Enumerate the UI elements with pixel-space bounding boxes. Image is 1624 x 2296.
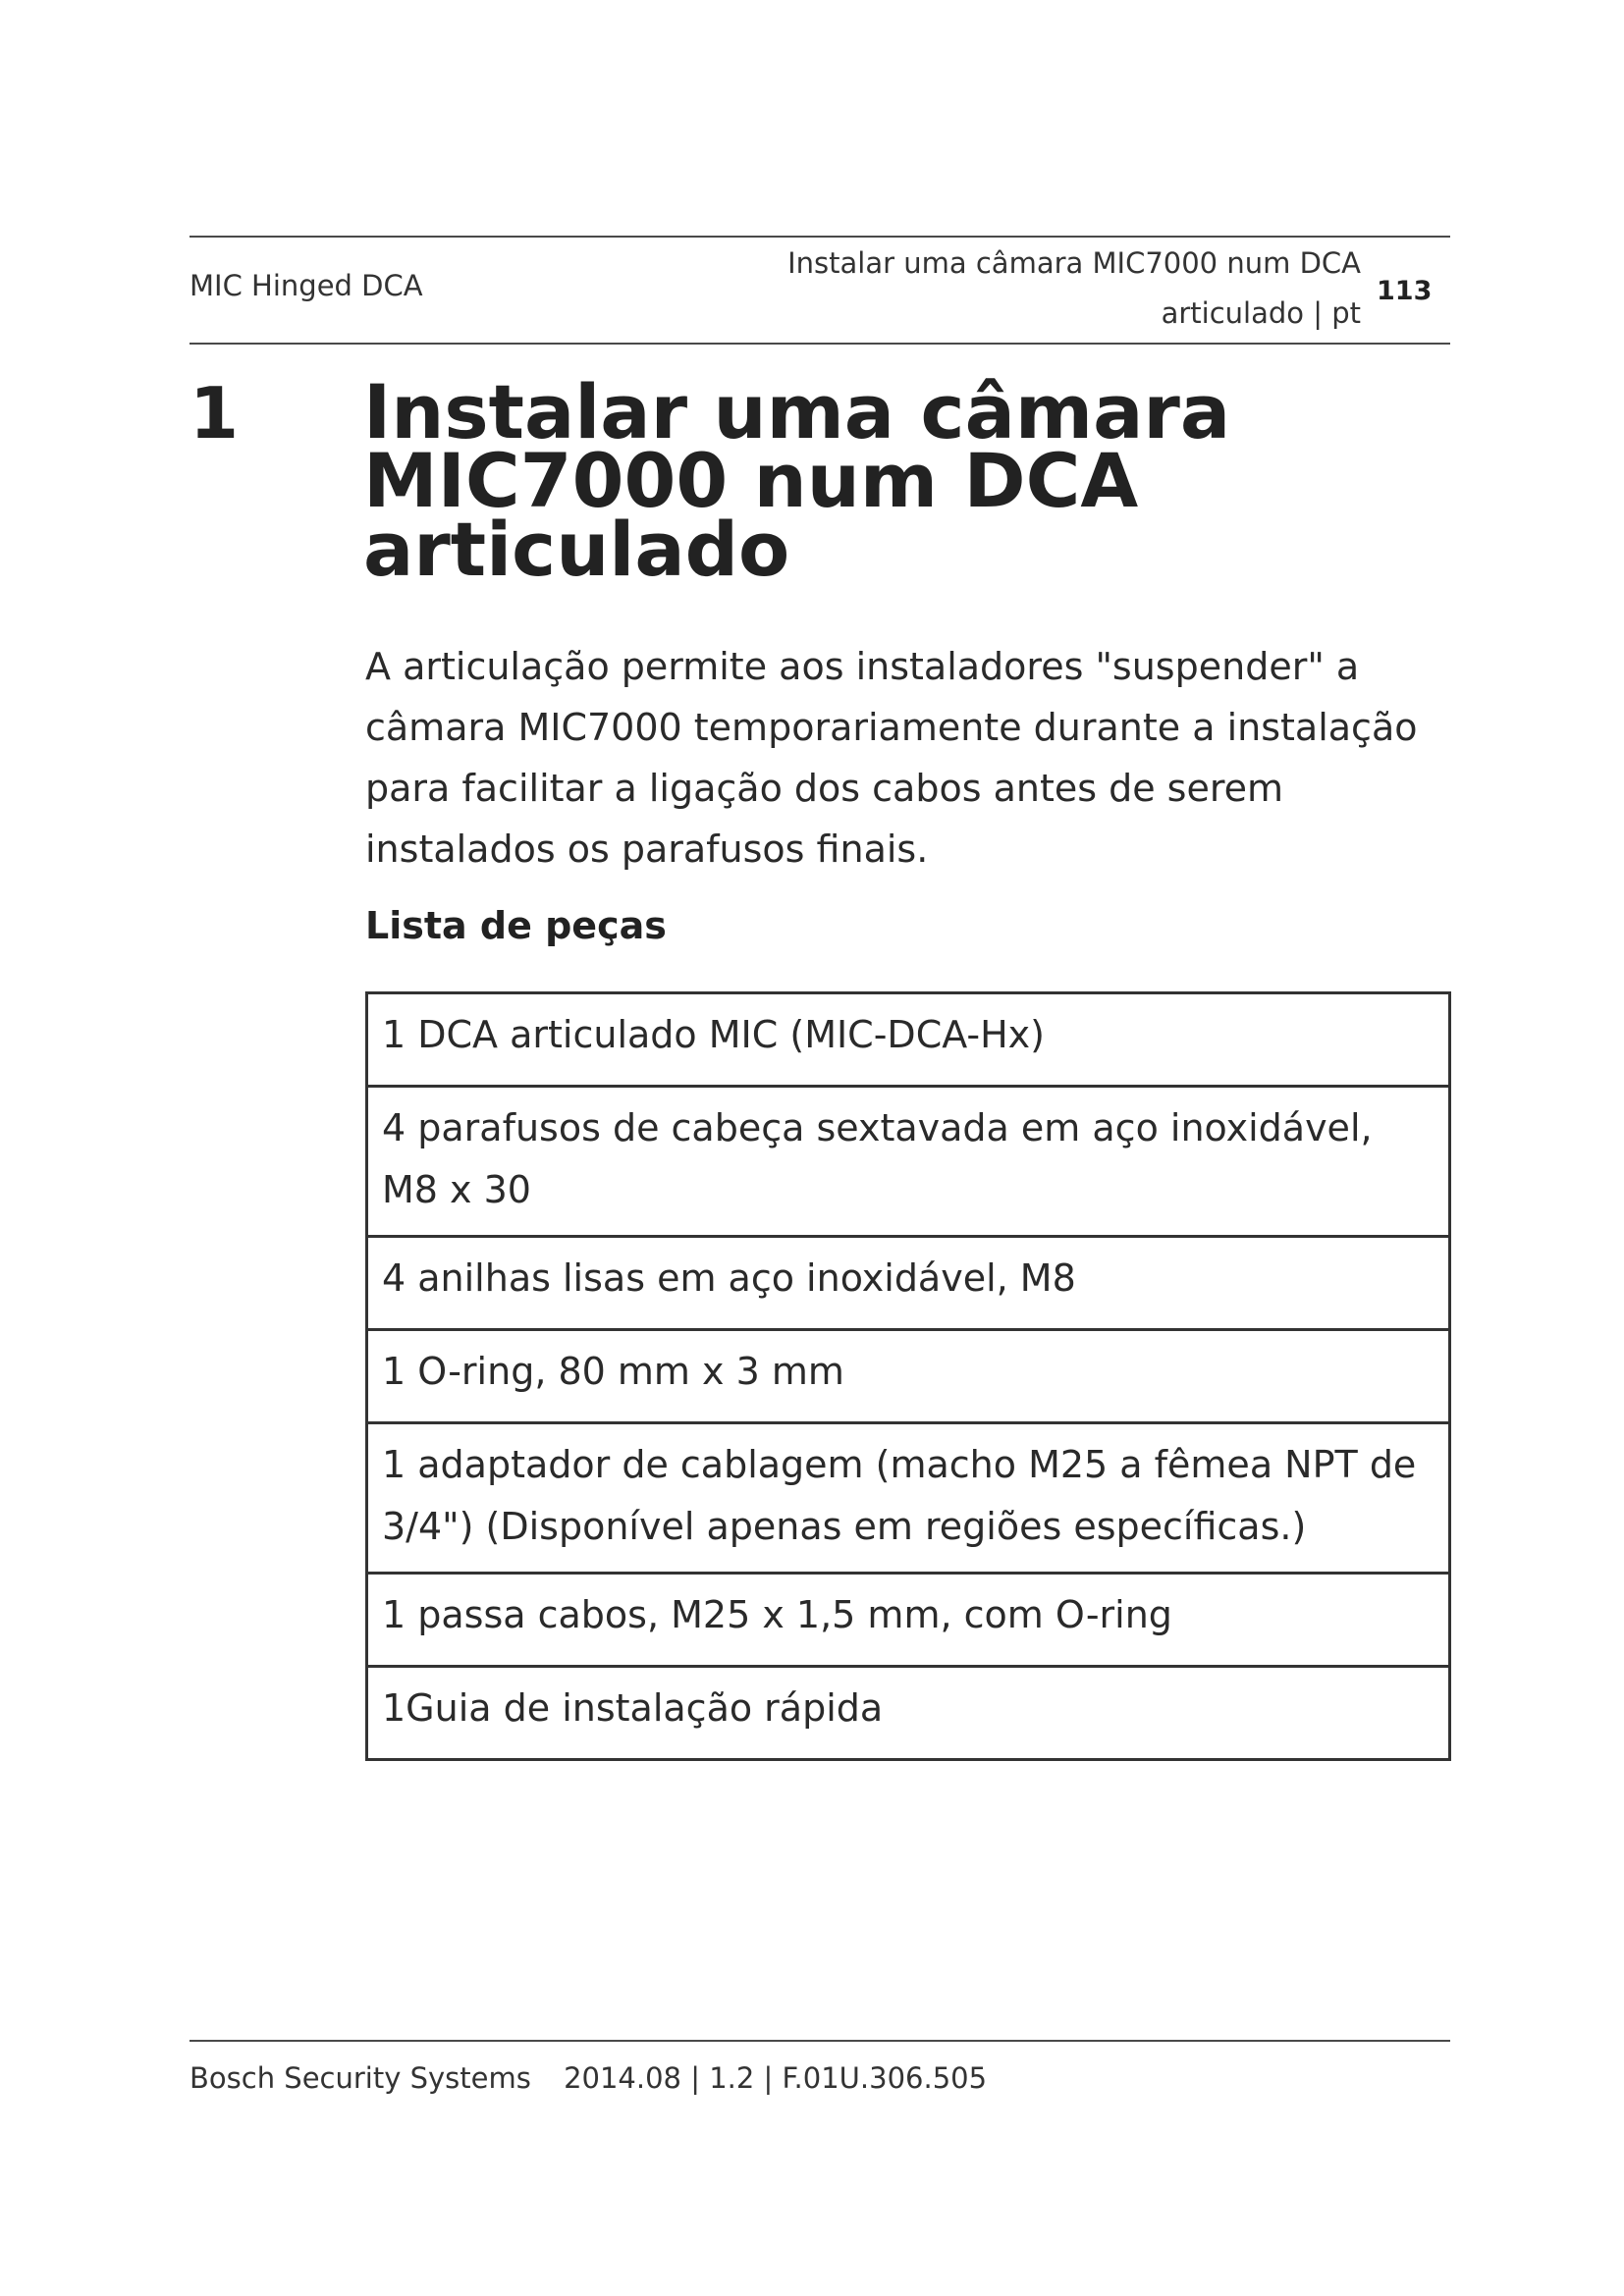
intro-line: para facilitar a ligação dos cabos antes de serem — [365, 767, 1284, 810]
header-section-title-line: Instalar uma câmara MIC7000 num DCA — [787, 246, 1361, 280]
table-row — [367, 1330, 1450, 1423]
parts-cell — [367, 993, 1450, 1087]
parts-cell-line: 4 anilhas lisas em aço inoxidável, M8 — [382, 1256, 1076, 1300]
footer-rule — [189, 2040, 1450, 2042]
parts-cell — [367, 1667, 1450, 1760]
table-row — [367, 1574, 1450, 1667]
parts-cell-line: M8 x 30 — [382, 1168, 531, 1211]
chapter-title-line: MIC7000 num DCA — [363, 437, 1139, 524]
chapter-title-line: articulado — [363, 506, 790, 593]
parts-cell — [367, 1330, 1450, 1423]
parts-cell-line: 1 passa cabos, M25 x 1,5 mm, com O-ring — [382, 1593, 1172, 1636]
intro-line: A articulação permite aos instaladores "suspender" a — [365, 645, 1360, 688]
footer — [189, 2058, 987, 2098]
table-row — [367, 1087, 1450, 1237]
header-top-rule — [189, 236, 1450, 238]
parts-cell-line: 1Guia de instalação rápida — [382, 1686, 884, 1730]
table-row — [367, 1423, 1450, 1574]
intro-line: instalados os parafusos finais. — [365, 828, 929, 871]
parts-cell — [367, 1087, 1450, 1237]
chapter-title — [363, 368, 1443, 593]
page-number: 113 — [1377, 276, 1433, 306]
chapter-title-line: Instalar uma câmara — [363, 368, 1231, 455]
intro-paragraph — [365, 636, 1455, 880]
table-row — [367, 1237, 1450, 1330]
footer-company: Bosch Security Systems — [189, 2061, 531, 2095]
parts-cell-line: 4 parafusos de cabeça sextavada em aço inoxidável, — [382, 1106, 1373, 1149]
header-section-title-line: articulado | pt — [1161, 296, 1361, 330]
header-section-title — [787, 239, 1361, 339]
table-row — [367, 993, 1450, 1087]
intro-line: câmara MIC7000 temporariamente durante a instalação — [365, 706, 1418, 749]
parts-cell-line: 1 DCA articulado MIC (MIC-DCA-Hx) — [382, 1013, 1045, 1056]
parts-cell-line: 1 adaptador de cablagem (macho M25 a fêmea NPT de — [382, 1443, 1417, 1486]
parts-list-heading: Lista de peças — [365, 904, 667, 947]
chapter-number: 1 — [189, 372, 240, 454]
header-bottom-rule — [189, 343, 1450, 345]
table-row — [367, 1667, 1450, 1760]
footer-document-info: 2014.08 | 1.2 | F.01U.306.505 — [564, 2061, 988, 2095]
parts-table — [365, 991, 1451, 1761]
parts-cell-line: 1 O-ring, 80 mm x 3 mm — [382, 1350, 844, 1393]
parts-cell — [367, 1237, 1450, 1330]
parts-cell — [367, 1574, 1450, 1667]
parts-cell-line: 3/4") (Disponível apenas em regiões específicas.) — [382, 1505, 1307, 1548]
header-product-name: MIC Hinged DCA — [189, 269, 423, 302]
parts-cell — [367, 1423, 1450, 1574]
